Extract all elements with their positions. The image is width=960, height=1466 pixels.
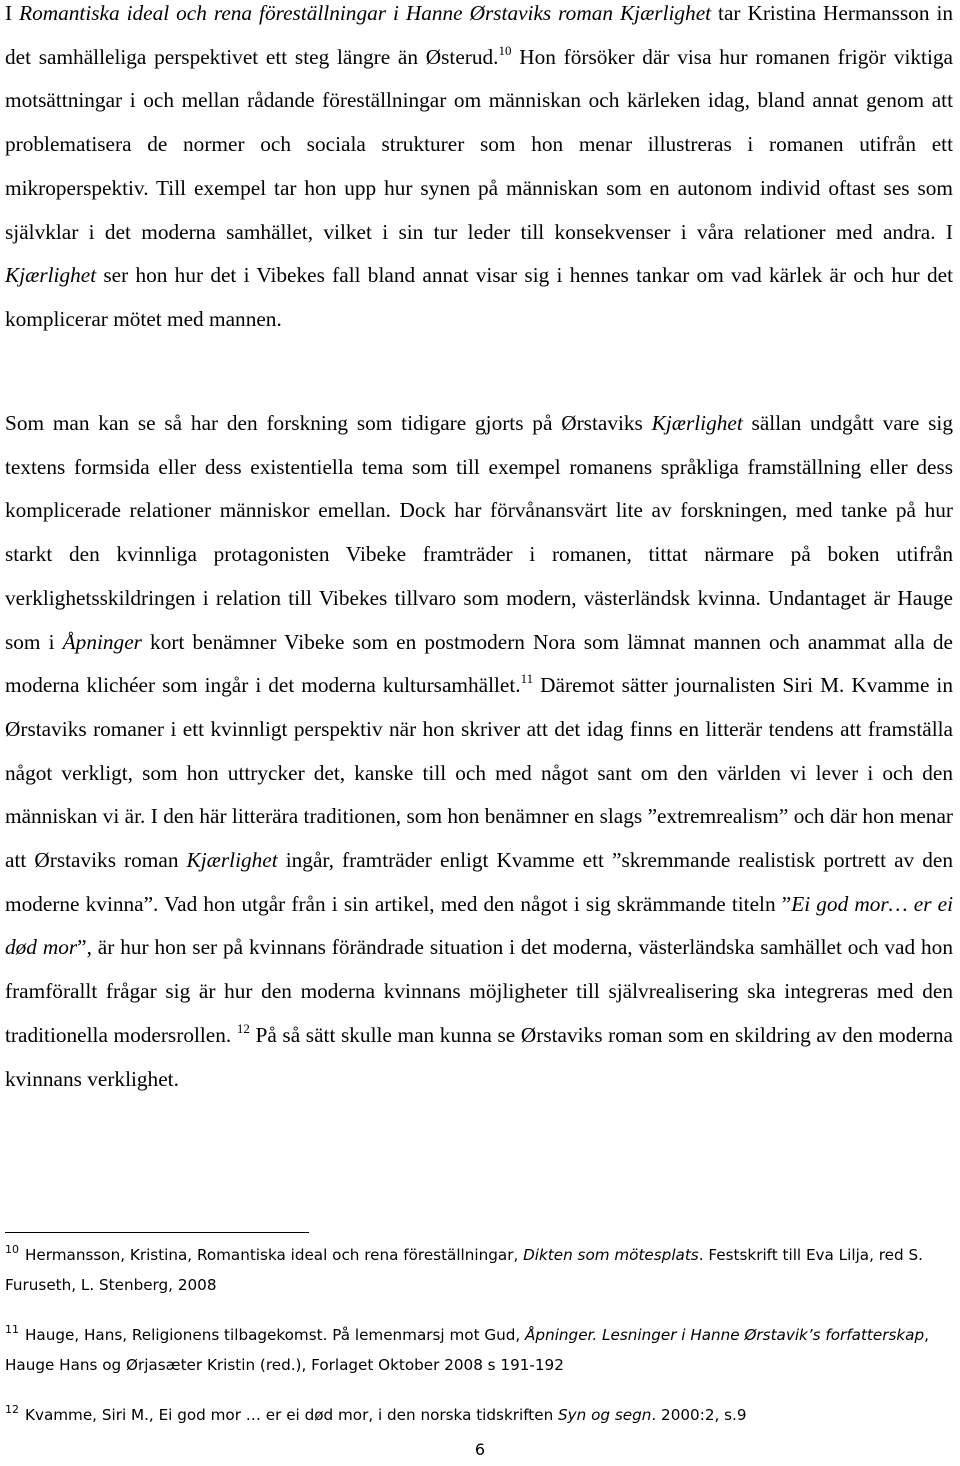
paragraph-text: I bbox=[5, 1, 20, 25]
paragraph-footnote-ref: 11 bbox=[520, 671, 534, 687]
paragraph-text: ser hon hur det i Vibekes fall bland annat visar sig i hennes tankar om vad kärlek är och hur det komplicerar mötet med mannen. bbox=[5, 263, 953, 331]
paragraph-text: sällan undgått vare sig textens formsida eller dess existentiella tema som till exempel romanens språkliga framställning eller dess komplicerade relationer människor emellan. Dock har förvånansvärt lite av forskningen, med tanke på hur starkt den kvinnliga protagonisten Vibeke framträder i romanen, tittat närmare på boken utifrån verklighetsskildringen i relation till Vibekes tillvaro som modern, västerländsk kvinna. Undantaget är Hauge som i bbox=[5, 411, 953, 654]
paragraph-text: Däremot sätter journalisten Siri M. Kvamme in Ørstaviks romaner i ett kvinnligt perspektiv när hon skriver att det idag finns en litterär tendens att framställa något verkligt, som hon uttrycker det, kanske till och med något sant om den världen vi lever i och den människan vi är. I den här litterära traditionen, som hon benämner en slags ”extremrealism” och där hon menar att Ørstaviks roman bbox=[5, 673, 953, 873]
paragraph-text: Hon försöker där visa hur romanen frigör viktiga motsättningar i och mellan rådande föreställningar om människan och kärleken idag, bland annat genom att problematisera de normer och sociala strukturer som hon menar illustreras i romanen utifrån ett mikroperspektiv. Till exempel tar hon upp hur synen på människan som en autonom individ oftast ses som självklar i det moderna samhället, vilket i sin tur leder till konsekvenser i våra relationer med andra. I bbox=[5, 44, 953, 244]
paragraph-text: ingår, framträder enligt Kvamme ett ”skremmande realistisk portrett av den moderne kvinna”. Vad hon utgår från i sin artikel, med den något i sig skrämmande titeln ” bbox=[5, 848, 953, 916]
footnote-italic-text: Syn og segn bbox=[558, 1406, 652, 1424]
paragraph-footnote-ref: 12 bbox=[236, 1020, 250, 1036]
footnote-number: 10 bbox=[5, 1243, 19, 1256]
footnote-text: . 2000:2, s.9 bbox=[651, 1406, 747, 1424]
footnote-italic-text: Åpninger. Lesninger i Hanne Ørstavik’s forfatterskap bbox=[525, 1326, 925, 1344]
paragraph-text: Som man kan se så har den forskning som tidigare gjorts på Ørstaviks bbox=[5, 411, 652, 435]
footnote-11 bbox=[5, 1320, 953, 1380]
paragraph-italic-text: Åpninger bbox=[62, 629, 142, 654]
footnote-italic-text: Dikten som mötesplats bbox=[523, 1246, 699, 1264]
paragraph-italic-text: Kjærlighet bbox=[651, 411, 743, 435]
footnote-10 bbox=[5, 1240, 953, 1300]
paragraph-italic-text: Kjærlighet bbox=[5, 263, 97, 288]
paragraph-text: På så sätt skulle man kunna se Ørstaviks roman som en skildring av den moderna kvinnans verklighet. bbox=[5, 1022, 953, 1091]
footnote-separator bbox=[5, 1232, 309, 1233]
paragraph-italic-text: Kjærlighet bbox=[186, 848, 278, 873]
body-paragraph-2 bbox=[5, 402, 953, 1101]
footnote-number: 11 bbox=[5, 1323, 19, 1336]
paragraph-text: kort benämner Vibeke som en postmodern Nora som lämnat mannen och anammat alla de moderna klichéer som ingår i det moderna kultursamhället. bbox=[5, 629, 953, 698]
footnote-text: , Hauge Hans og Ørjasæter Kristin (red.), Forlaget Oktober 2008 s 191-192 bbox=[5, 1326, 929, 1374]
page-number: 6 bbox=[474, 1440, 486, 1459]
paragraph-footnote-ref: 10 bbox=[498, 42, 512, 58]
footnote-text: . Festskrift till Eva Lilja, red S. Furuseth, L. Stenberg, 2008 bbox=[5, 1246, 923, 1294]
body-paragraph-1 bbox=[5, 0, 953, 342]
footnote-text: Hermansson, Kristina, Romantiska ideal och rena föreställningar, bbox=[25, 1246, 524, 1264]
footnote-text: Kvamme, Siri M., Ei god mor … er ei død mor, i den norska tidskriften bbox=[25, 1406, 559, 1424]
paragraph-italic-text: Romantiska ideal och rena föreställningar i Hanne Ørstaviks roman Kjærlighet bbox=[19, 1, 712, 25]
footnote-12 bbox=[5, 1400, 953, 1430]
paragraph-text: ”, är hur hon ser på kvinnans förändrade situation i det moderna, västerländska samhället och vad hon framförallt frågar sig är hur den moderna kvinnans möjligheter till självrealisering ska integreras med den traditionella modersrollen. bbox=[5, 935, 953, 1047]
paragraph-text: tar Kristina Hermansson in det samhälleliga perspektivet ett steg längre än Østerud. bbox=[5, 1, 954, 69]
footnote-text: Hauge, Hans, Religionens tilbagekomst. På lemenmarsj mot Gud, bbox=[25, 1326, 526, 1344]
footnote-number: 12 bbox=[5, 1403, 19, 1416]
paragraph-italic-text: Ei god mor… er ei død mor bbox=[5, 891, 954, 960]
